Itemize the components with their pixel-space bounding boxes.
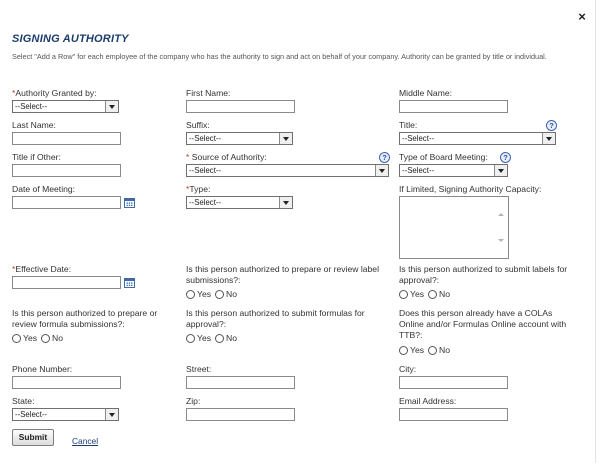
chevron-down-icon [279, 133, 292, 144]
last-name-label: Last Name: [12, 120, 56, 130]
colas-account-label: Does this person already have a COLAs Online and/or Formulas Online account with TTB?: [399, 308, 567, 340]
no-radio[interactable] [215, 290, 224, 299]
last-name-input[interactable] [12, 132, 121, 145]
zip-input[interactable] [186, 408, 295, 421]
help-icon[interactable]: ? [500, 152, 511, 163]
zip-label: Zip: [186, 396, 201, 406]
source-of-authority-label: * Source of Authority: [186, 152, 267, 162]
prepare-label-submissions-radios: Yes No [186, 289, 241, 299]
calendar-icon[interactable] [124, 278, 135, 288]
middle-name-label: Middle Name: [399, 88, 453, 98]
title-if-other-input[interactable] [12, 164, 121, 177]
cancel-link[interactable]: Cancel [72, 436, 99, 446]
email-address-input[interactable] [399, 408, 508, 421]
submit-button[interactable]: Submit [12, 429, 54, 446]
chevron-down-icon [494, 165, 507, 176]
authority-granted-by-label: *Authority Granted by: [12, 88, 97, 98]
city-input[interactable] [399, 376, 508, 389]
submit-labels-label: Is this person authorized to submit labels for approval?: [399, 264, 568, 285]
window-edge [595, 0, 601, 463]
signing-capacity-textarea[interactable] [399, 196, 509, 259]
chevron-down-icon [375, 165, 388, 176]
authority-granted-by-select[interactable]: --Select-- [12, 100, 119, 113]
signing-capacity-label: If Limited, Signing Authority Capacity: [399, 184, 542, 194]
effective-date-label: *Effective Date: [12, 264, 72, 274]
city-label: City: [399, 364, 417, 374]
type-of-board-meeting-label: Type of Board Meeting: [399, 152, 488, 162]
effective-date-input[interactable] [12, 276, 121, 289]
yes-radio[interactable] [399, 346, 408, 355]
street-input[interactable] [186, 376, 295, 389]
scroll-down-icon[interactable] [498, 239, 505, 244]
chevron-down-icon [105, 101, 118, 112]
submit-formulas-radios: Yes No [186, 333, 241, 343]
prepare-formula-submissions-label: Is this person authorized to prepare or review formula submissions?: [12, 308, 158, 329]
title-label: Title: [399, 120, 418, 130]
yes-radio[interactable] [186, 290, 195, 299]
type-label: *Type: [186, 184, 211, 194]
title-if-other-label: Title if Other: [12, 152, 61, 162]
close-button[interactable] [576, 11, 588, 23]
no-radio[interactable] [215, 334, 224, 343]
phone-number-input[interactable] [12, 376, 121, 389]
close-icon: × [578, 9, 586, 24]
help-icon[interactable]: ? [546, 120, 557, 131]
no-radio[interactable] [428, 346, 437, 355]
street-label: Street: [186, 364, 212, 374]
colas-account-radios: Yes No [399, 345, 454, 355]
suffix-label: Suffix: [186, 120, 210, 130]
help-icon[interactable]: ? [379, 152, 390, 163]
date-of-meeting-label: Date of Meeting: [12, 184, 76, 194]
yes-radio[interactable] [399, 290, 408, 299]
dialog-title: SIGNING AUTHORITY [12, 33, 129, 45]
first-name-input[interactable] [186, 100, 295, 113]
state-label: State: [12, 396, 35, 406]
yes-radio[interactable] [186, 334, 195, 343]
email-address-label: Email Address: [399, 396, 457, 406]
phone-number-label: Phone Number: [12, 364, 73, 374]
scroll-up-icon[interactable] [498, 213, 505, 218]
no-radio[interactable] [41, 334, 50, 343]
calendar-icon[interactable] [124, 198, 135, 208]
suffix-select[interactable]: --Select-- [186, 132, 293, 145]
submit-formulas-label: Is this person authorized to submit formulas for approval?: [186, 308, 365, 329]
title-select[interactable]: --Select-- [399, 132, 556, 145]
type-select[interactable]: --Select-- [186, 196, 293, 209]
middle-name-input[interactable] [399, 100, 508, 113]
prepare-label-submissions-label: Is this person authorized to prepare or review label submissions?: [186, 264, 379, 285]
source-of-authority-select[interactable]: --Select-- [186, 164, 389, 177]
submit-labels-radios: Yes No [399, 289, 454, 299]
date-of-meeting-input[interactable] [12, 196, 121, 209]
prepare-formula-submissions-radios: Yes No [12, 333, 67, 343]
chevron-down-icon [105, 409, 118, 420]
first-name-label: First Name: [186, 88, 231, 98]
chevron-down-icon [542, 133, 555, 144]
type-of-board-meeting-select[interactable]: --Select-- [399, 164, 508, 177]
state-select[interactable]: --Select-- [12, 408, 119, 421]
chevron-down-icon [279, 197, 292, 208]
no-radio[interactable] [428, 290, 437, 299]
yes-radio[interactable] [12, 334, 21, 343]
intro-text: Select "Add a Row" for each employee of the company who has the authority to sign and act on behalf of your company. Authority can be granted by title or individual. [12, 52, 547, 61]
